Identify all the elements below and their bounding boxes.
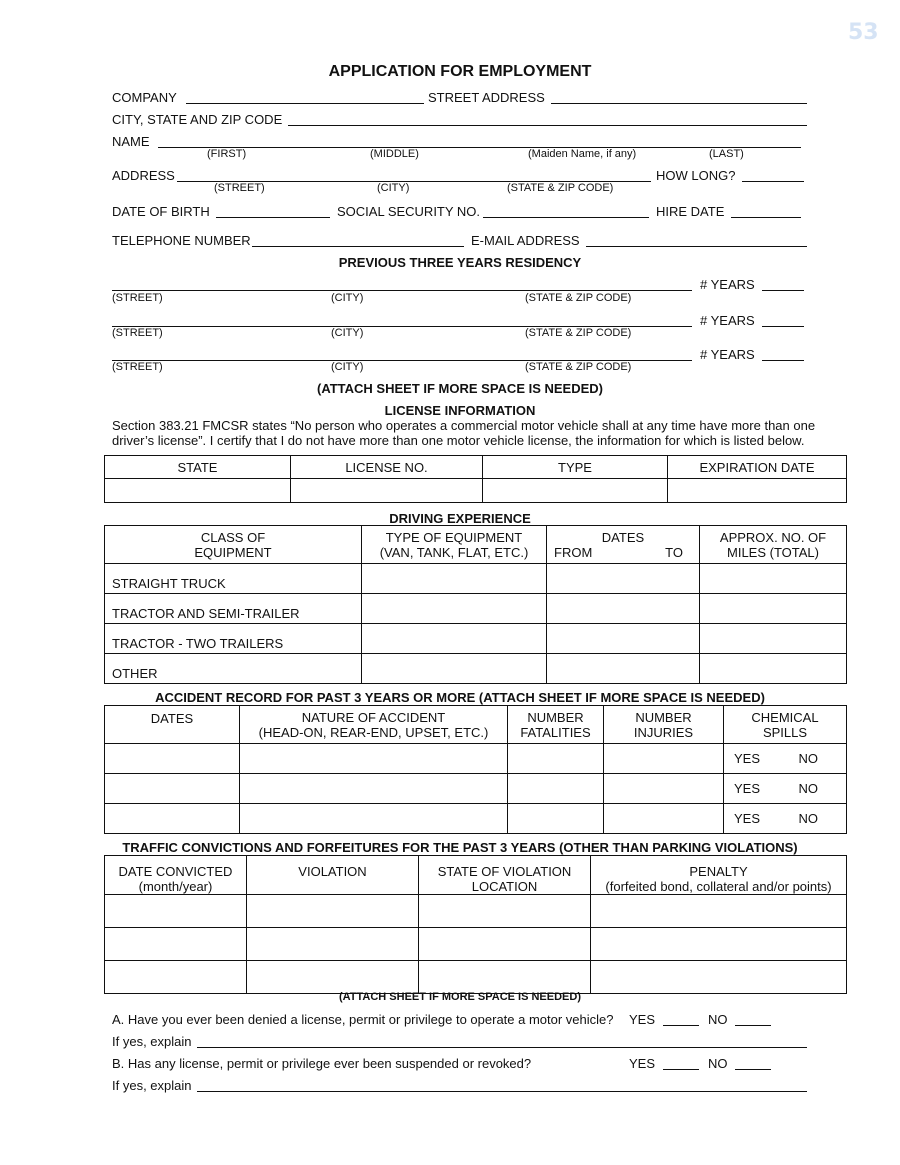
accident-col-nature: NATURE OF ACCIDENT (HEAD-ON, REAR-END, UPSET, ETC.) bbox=[240, 706, 508, 744]
residency-years-field-2[interactable] bbox=[762, 326, 804, 327]
traffic-cell[interactable] bbox=[247, 961, 419, 994]
question-b-explain-label: If yes, explain bbox=[112, 1078, 192, 1093]
question-a-no-field[interactable] bbox=[735, 1025, 771, 1026]
traffic-col-violation: VIOLATION bbox=[247, 856, 419, 895]
driving-cell[interactable] bbox=[362, 564, 547, 594]
no-option[interactable]: NO bbox=[798, 751, 818, 766]
telephone-label: TELEPHONE NUMBER bbox=[112, 233, 251, 248]
driving-cell[interactable] bbox=[700, 654, 847, 684]
accident-cell[interactable] bbox=[240, 804, 508, 834]
city-state-zip-field[interactable] bbox=[288, 125, 807, 126]
traffic-cell[interactable] bbox=[247, 895, 419, 928]
accident-col-chemical: CHEMICAL SPILLS bbox=[724, 706, 847, 744]
traffic-cell[interactable] bbox=[105, 895, 247, 928]
traffic-table bbox=[104, 855, 847, 994]
license-number-cell[interactable] bbox=[291, 479, 483, 503]
residency-city-caption-1: (CITY) bbox=[331, 292, 364, 304]
driving-row-label: STRAIGHT TRUCK bbox=[105, 564, 362, 594]
residency-attach-note: (ATTACH SHEET IF MORE SPACE IS NEEDED) bbox=[316, 381, 603, 396]
license-col-state: STATE bbox=[105, 456, 291, 479]
dob-label: DATE OF BIRTH bbox=[112, 204, 210, 219]
license-col-type: TYPE bbox=[483, 456, 668, 479]
driving-cell[interactable] bbox=[547, 654, 700, 684]
address-state-zip-caption: (STATE & ZIP CODE) bbox=[507, 182, 614, 194]
residency-line-1[interactable] bbox=[112, 290, 692, 291]
license-heading: LICENSE INFORMATION bbox=[384, 403, 536, 418]
address-city-caption: (CITY) bbox=[377, 182, 410, 194]
driving-cell[interactable] bbox=[700, 624, 847, 654]
accident-cell[interactable] bbox=[604, 774, 724, 804]
name-label: NAME bbox=[112, 134, 150, 149]
driving-cell[interactable] bbox=[547, 564, 700, 594]
driving-col-type: TYPE OF EQUIPMENT (VAN, TANK, FLAT, ETC.) bbox=[362, 526, 547, 564]
accident-cell[interactable] bbox=[604, 804, 724, 834]
accident-col-fatalities: NUMBER FATALITIES bbox=[508, 706, 604, 744]
driving-cell[interactable] bbox=[547, 624, 700, 654]
driving-row-label: OTHER bbox=[105, 654, 362, 684]
name-last-caption: (LAST) bbox=[709, 148, 744, 160]
chemical-spill-choice[interactable] bbox=[724, 774, 847, 804]
driving-cell[interactable] bbox=[700, 564, 847, 594]
question-b: B. Has any license, permit or privilege ever been suspended or revoked? bbox=[112, 1056, 532, 1071]
accident-table bbox=[104, 705, 847, 834]
traffic-cell[interactable] bbox=[419, 928, 591, 961]
driving-row-label: TRACTOR AND SEMI-TRAILER bbox=[105, 594, 362, 624]
license-type-cell[interactable] bbox=[483, 479, 668, 503]
yes-option[interactable]: YES bbox=[734, 811, 761, 826]
street-address-field[interactable] bbox=[551, 103, 807, 104]
driving-col-miles: APPROX. NO. OF MILES (TOTAL) bbox=[700, 526, 847, 564]
driving-table bbox=[104, 525, 847, 684]
name-middle-caption: (MIDDLE) bbox=[370, 148, 419, 160]
yes-option[interactable]: YES bbox=[734, 751, 761, 766]
accident-col-injuries: NUMBER INJURIES bbox=[604, 706, 724, 744]
accident-cell[interactable] bbox=[508, 744, 604, 774]
form-title: APPLICATION FOR EMPLOYMENT bbox=[328, 63, 592, 80]
residency-years-label-1: # YEARS bbox=[700, 277, 755, 292]
traffic-cell[interactable] bbox=[419, 895, 591, 928]
accident-cell[interactable] bbox=[105, 774, 240, 804]
how-long-field[interactable] bbox=[742, 181, 804, 182]
residency-heading: PREVIOUS THREE YEARS RESIDENCY bbox=[338, 255, 582, 270]
dob-field[interactable] bbox=[216, 217, 330, 218]
driving-cell[interactable] bbox=[362, 654, 547, 684]
residency-city-caption-2: (CITY) bbox=[331, 327, 364, 339]
name-maiden-caption: (Maiden Name, if any) bbox=[528, 148, 637, 160]
no-option[interactable]: NO bbox=[798, 811, 818, 826]
residency-street-caption-1: (STREET) bbox=[112, 292, 163, 304]
driving-heading: DRIVING EXPERIENCE bbox=[389, 511, 531, 526]
how-long-label: HOW LONG? bbox=[656, 168, 736, 183]
license-statement-line2: driver’s license”. I certify that I do not have more than one motor vehicle license, the information for which is listed below. bbox=[112, 433, 805, 448]
question-a-yes-field[interactable] bbox=[663, 1025, 699, 1026]
accident-cell[interactable] bbox=[240, 744, 508, 774]
license-col-expiration: EXPIRATION DATE bbox=[668, 456, 847, 479]
residency-years-field-1[interactable] bbox=[762, 290, 804, 291]
accident-heading: ACCIDENT RECORD FOR PAST 3 YEARS OR MORE (ATTACH SHEET IF MORE SPACE IS NEEDED) bbox=[155, 690, 765, 705]
email-label: E-MAIL ADDRESS bbox=[471, 233, 580, 248]
residency-years-label-2: # YEARS bbox=[700, 313, 755, 328]
traffic-cell[interactable] bbox=[591, 928, 847, 961]
traffic-cell[interactable] bbox=[247, 928, 419, 961]
accident-cell[interactable] bbox=[105, 804, 240, 834]
residency-street-caption-3: (STREET) bbox=[112, 361, 163, 373]
street-address-label: STREET ADDRESS bbox=[428, 90, 545, 105]
question-b-no-field[interactable] bbox=[735, 1069, 771, 1070]
traffic-cell[interactable] bbox=[591, 961, 847, 994]
traffic-cell[interactable] bbox=[591, 895, 847, 928]
name-field[interactable] bbox=[158, 147, 801, 148]
driving-cell[interactable] bbox=[362, 624, 547, 654]
traffic-attach-note: (ATTACH SHEET IF MORE SPACE IS NEEDED) bbox=[338, 991, 581, 1003]
accident-col-dates: DATES bbox=[105, 706, 240, 744]
driving-cell[interactable] bbox=[700, 594, 847, 624]
driving-cell[interactable] bbox=[547, 594, 700, 624]
driving-row-label: TRACTOR - TWO TRAILERS bbox=[105, 624, 362, 654]
chemical-spill-choice[interactable] bbox=[724, 744, 847, 774]
name-first-caption: (FIRST) bbox=[207, 148, 247, 160]
license-expiration-cell[interactable] bbox=[668, 479, 847, 503]
hire-date-label: HIRE DATE bbox=[656, 204, 725, 219]
accident-cell[interactable] bbox=[604, 744, 724, 774]
question-b-no-label: NO bbox=[708, 1056, 728, 1071]
ssn-field[interactable] bbox=[483, 217, 649, 218]
license-col-number: LICENSE NO. bbox=[291, 456, 483, 479]
residency-city-caption-3: (CITY) bbox=[331, 361, 364, 373]
license-table bbox=[104, 455, 847, 503]
residency-street-caption-2: (STREET) bbox=[112, 327, 163, 339]
no-option[interactable]: NO bbox=[798, 781, 818, 796]
question-a-explain-label: If yes, explain bbox=[112, 1034, 192, 1049]
traffic-col-penalty: PENALTY (forfeited bond, collateral and/or points) bbox=[591, 856, 847, 895]
telephone-field[interactable] bbox=[252, 246, 464, 247]
hire-date-field[interactable] bbox=[731, 217, 801, 218]
question-a-explain-field[interactable] bbox=[197, 1047, 807, 1048]
traffic-cell[interactable] bbox=[105, 961, 247, 994]
company-field[interactable] bbox=[186, 103, 424, 104]
question-b-yes-label: YES bbox=[629, 1056, 656, 1071]
city-state-zip-label: CITY, STATE AND ZIP CODE bbox=[112, 112, 283, 127]
email-field[interactable] bbox=[586, 246, 807, 247]
accident-cell[interactable] bbox=[508, 774, 604, 804]
question-a: A. Have you ever been denied a license, permit or privilege to operate a motor vehicle? bbox=[112, 1012, 614, 1027]
license-state-cell[interactable] bbox=[105, 479, 291, 503]
yes-option[interactable]: YES bbox=[734, 781, 761, 796]
residency-state-caption-1: (STATE & ZIP CODE) bbox=[525, 292, 632, 304]
residency-state-caption-3: (STATE & ZIP CODE) bbox=[525, 361, 632, 373]
address-street-caption: (STREET) bbox=[214, 182, 265, 194]
driving-col-dates: DATES FROM TO bbox=[547, 526, 700, 564]
question-b-explain-field[interactable] bbox=[197, 1091, 807, 1092]
license-statement-line1: Section 383.21 FMCSR states “No person who operates a commercial motor vehicle shall at any time have more than one bbox=[112, 418, 816, 433]
traffic-col-date: DATE CONVICTED (month/year) bbox=[105, 856, 247, 895]
ssn-label: SOCIAL SECURITY NO. bbox=[337, 204, 481, 219]
question-a-yes-label: YES bbox=[629, 1012, 656, 1027]
traffic-cell[interactable] bbox=[419, 961, 591, 994]
page-number: 53 bbox=[848, 20, 879, 45]
question-a-no-label: NO bbox=[708, 1012, 728, 1027]
traffic-col-state: STATE OF VIOLATION LOCATION bbox=[419, 856, 591, 895]
accident-cell[interactable] bbox=[105, 744, 240, 774]
accident-cell[interactable] bbox=[508, 804, 604, 834]
residency-years-label-3: # YEARS bbox=[700, 347, 755, 362]
accident-cell[interactable] bbox=[240, 774, 508, 804]
residency-years-field-3[interactable] bbox=[762, 360, 804, 361]
traffic-heading: TRAFFIC CONVICTIONS AND FORFEITURES FOR THE PAST 3 YEARS (OTHER THAN PARKING VIOLATIONS) bbox=[122, 840, 798, 855]
driving-col-class: CLASS OF EQUIPMENT bbox=[105, 526, 362, 564]
driving-cell[interactable] bbox=[362, 594, 547, 624]
company-label: COMPANY bbox=[112, 90, 177, 105]
traffic-cell[interactable] bbox=[105, 928, 247, 961]
chemical-spill-choice[interactable] bbox=[724, 804, 847, 834]
residency-state-caption-2: (STATE & ZIP CODE) bbox=[525, 327, 632, 339]
address-label: ADDRESS bbox=[112, 168, 175, 183]
question-b-yes-field[interactable] bbox=[663, 1069, 699, 1070]
